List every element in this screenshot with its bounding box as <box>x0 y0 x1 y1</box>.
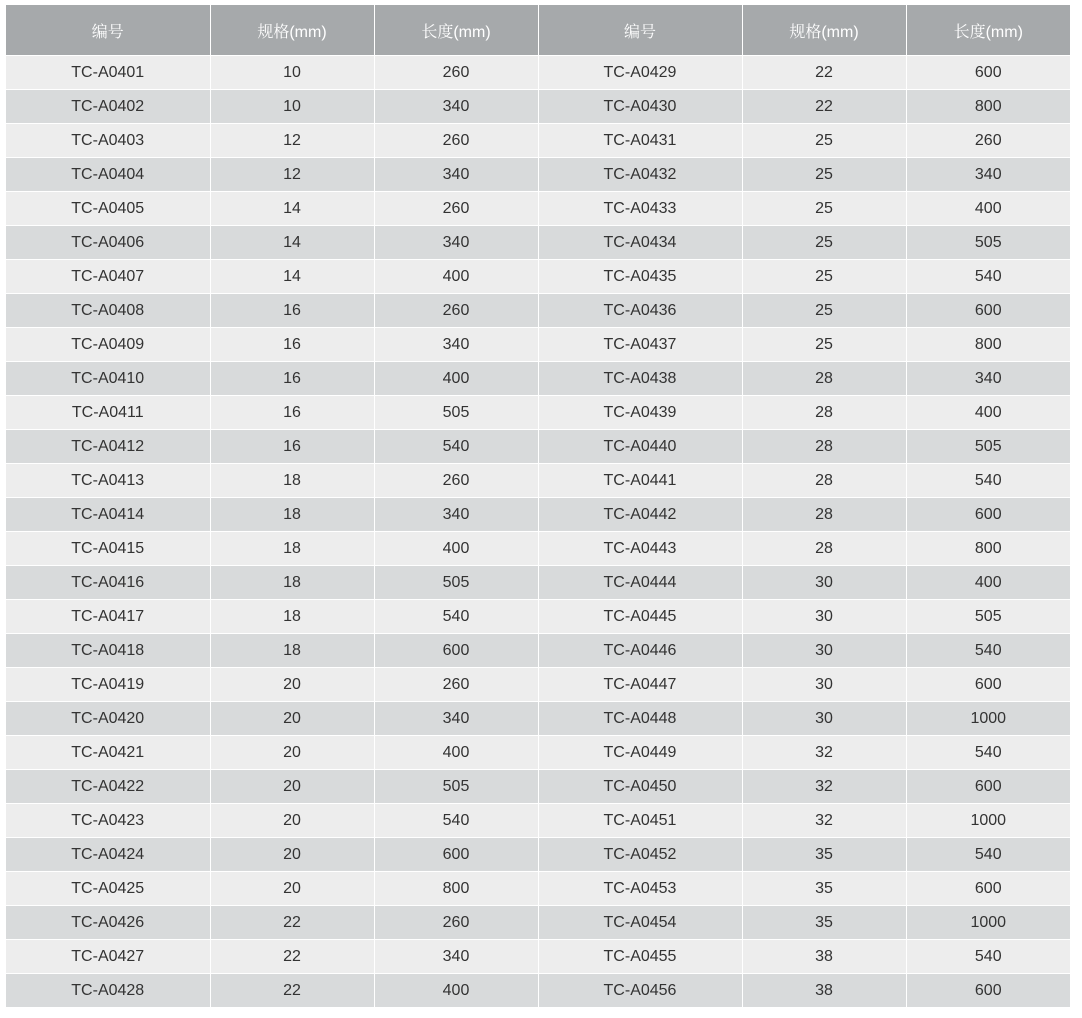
cell-code: TC-A0411 <box>6 396 210 430</box>
cell-spec: 22 <box>742 56 906 90</box>
cell-length: 400 <box>906 566 1070 600</box>
cell-length: 260 <box>374 124 538 158</box>
header-code-left: 编号 <box>6 5 210 56</box>
table-row <box>6 430 1070 464</box>
cell-length: 340 <box>374 90 538 124</box>
cell-length: 540 <box>906 736 1070 770</box>
cell-spec: 30 <box>742 634 906 668</box>
cell-spec: 28 <box>742 498 906 532</box>
cell-length: 540 <box>374 600 538 634</box>
cell-spec: 10 <box>210 90 374 124</box>
table-row <box>6 90 1070 124</box>
cell-code: TC-A0419 <box>6 668 210 702</box>
cell-length: 600 <box>906 872 1070 906</box>
cell-code: TC-A0436 <box>538 294 742 328</box>
cell-length: 260 <box>374 294 538 328</box>
cell-spec: 20 <box>210 838 374 872</box>
cell-length: 260 <box>374 906 538 940</box>
cell-code: TC-A0432 <box>538 158 742 192</box>
cell-spec: 16 <box>210 430 374 464</box>
cell-code: TC-A0447 <box>538 668 742 702</box>
cell-spec: 32 <box>742 804 906 838</box>
cell-code: TC-A0443 <box>538 532 742 566</box>
cell-spec: 35 <box>742 838 906 872</box>
table-row <box>6 566 1070 600</box>
cell-spec: 10 <box>210 56 374 90</box>
cell-code: TC-A0417 <box>6 600 210 634</box>
cell-spec: 18 <box>210 600 374 634</box>
cell-spec: 12 <box>210 158 374 192</box>
cell-code: TC-A0433 <box>538 192 742 226</box>
cell-code: TC-A0453 <box>538 872 742 906</box>
cell-length: 340 <box>374 702 538 736</box>
cell-spec: 30 <box>742 566 906 600</box>
cell-length: 400 <box>906 192 1070 226</box>
cell-length: 400 <box>374 362 538 396</box>
cell-length: 400 <box>906 396 1070 430</box>
cell-length: 800 <box>906 90 1070 124</box>
cell-length: 1000 <box>906 804 1070 838</box>
cell-code: TC-A0451 <box>538 804 742 838</box>
table-row <box>6 124 1070 158</box>
cell-length: 540 <box>374 804 538 838</box>
cell-code: TC-A0430 <box>538 90 742 124</box>
cell-length: 400 <box>374 974 538 1008</box>
cell-code: TC-A0431 <box>538 124 742 158</box>
cell-code: TC-A0434 <box>538 226 742 260</box>
cell-length: 540 <box>906 838 1070 872</box>
cell-spec: 38 <box>742 940 906 974</box>
table-row <box>6 464 1070 498</box>
cell-spec: 32 <box>742 736 906 770</box>
cell-code: TC-A0441 <box>538 464 742 498</box>
cell-spec: 14 <box>210 192 374 226</box>
cell-length: 600 <box>906 668 1070 702</box>
cell-code: TC-A0409 <box>6 328 210 362</box>
cell-spec: 25 <box>742 260 906 294</box>
cell-length: 505 <box>906 430 1070 464</box>
spec-table-container <box>6 5 1070 1007</box>
cell-length: 600 <box>906 770 1070 804</box>
cell-length: 340 <box>906 158 1070 192</box>
cell-code: TC-A0402 <box>6 90 210 124</box>
cell-code: TC-A0439 <box>538 396 742 430</box>
cell-length: 600 <box>906 974 1070 1008</box>
cell-length: 540 <box>906 940 1070 974</box>
cell-spec: 38 <box>742 974 906 1008</box>
cell-length: 800 <box>374 872 538 906</box>
cell-length: 260 <box>374 192 538 226</box>
cell-length: 340 <box>374 158 538 192</box>
cell-code: TC-A0423 <box>6 804 210 838</box>
header-code-right: 编号 <box>538 5 742 56</box>
cell-code: TC-A0422 <box>6 770 210 804</box>
spec-table <box>6 5 1070 1007</box>
cell-length: 800 <box>906 532 1070 566</box>
cell-code: TC-A0406 <box>6 226 210 260</box>
cell-code: TC-A0405 <box>6 192 210 226</box>
header-spec-left: 规格(mm) <box>210 5 374 56</box>
table-row <box>6 702 1070 736</box>
cell-code: TC-A0456 <box>538 974 742 1008</box>
cell-code: TC-A0403 <box>6 124 210 158</box>
cell-code: TC-A0444 <box>538 566 742 600</box>
cell-code: TC-A0401 <box>6 56 210 90</box>
cell-code: TC-A0449 <box>538 736 742 770</box>
cell-spec: 25 <box>742 192 906 226</box>
cell-code: TC-A0413 <box>6 464 210 498</box>
cell-spec: 14 <box>210 226 374 260</box>
cell-length: 600 <box>906 498 1070 532</box>
table-row <box>6 736 1070 770</box>
cell-length: 260 <box>374 668 538 702</box>
cell-spec: 16 <box>210 328 374 362</box>
table-row <box>6 974 1070 1008</box>
table-row <box>6 226 1070 260</box>
cell-spec: 20 <box>210 702 374 736</box>
cell-length: 340 <box>374 226 538 260</box>
cell-spec: 28 <box>742 532 906 566</box>
cell-length: 400 <box>374 736 538 770</box>
cell-length: 540 <box>906 634 1070 668</box>
cell-spec: 35 <box>742 906 906 940</box>
cell-length: 540 <box>374 430 538 464</box>
cell-length: 505 <box>374 396 538 430</box>
cell-code: TC-A0437 <box>538 328 742 362</box>
table-row <box>6 260 1070 294</box>
cell-spec: 18 <box>210 566 374 600</box>
cell-length: 600 <box>374 838 538 872</box>
cell-code: TC-A0429 <box>538 56 742 90</box>
table-body <box>6 56 1070 1008</box>
cell-length: 260 <box>374 56 538 90</box>
cell-code: TC-A0435 <box>538 260 742 294</box>
cell-length: 600 <box>374 634 538 668</box>
cell-code: TC-A0410 <box>6 362 210 396</box>
cell-length: 340 <box>906 362 1070 396</box>
table-row <box>6 328 1070 362</box>
cell-code: TC-A0455 <box>538 940 742 974</box>
cell-length: 400 <box>374 260 538 294</box>
cell-code: TC-A0454 <box>538 906 742 940</box>
cell-code: TC-A0424 <box>6 838 210 872</box>
cell-code: TC-A0418 <box>6 634 210 668</box>
cell-length: 600 <box>906 294 1070 328</box>
table-row <box>6 838 1070 872</box>
cell-length: 400 <box>374 532 538 566</box>
table-row <box>6 362 1070 396</box>
cell-spec: 22 <box>210 940 374 974</box>
cell-code: TC-A0420 <box>6 702 210 736</box>
cell-spec: 16 <box>210 362 374 396</box>
cell-spec: 20 <box>210 804 374 838</box>
cell-spec: 12 <box>210 124 374 158</box>
cell-code: TC-A0427 <box>6 940 210 974</box>
cell-length: 1000 <box>906 906 1070 940</box>
cell-spec: 30 <box>742 702 906 736</box>
cell-code: TC-A0426 <box>6 906 210 940</box>
cell-spec: 20 <box>210 668 374 702</box>
table-row <box>6 770 1070 804</box>
cell-spec: 18 <box>210 498 374 532</box>
table-row <box>6 498 1070 532</box>
table-row <box>6 600 1070 634</box>
cell-spec: 20 <box>210 736 374 770</box>
cell-spec: 18 <box>210 464 374 498</box>
cell-length: 1000 <box>906 702 1070 736</box>
cell-spec: 32 <box>742 770 906 804</box>
cell-code: TC-A0445 <box>538 600 742 634</box>
cell-length: 340 <box>374 498 538 532</box>
table-row <box>6 158 1070 192</box>
cell-spec: 22 <box>742 90 906 124</box>
cell-length: 505 <box>374 770 538 804</box>
cell-code: TC-A0421 <box>6 736 210 770</box>
cell-spec: 22 <box>210 974 374 1008</box>
table-row <box>6 634 1070 668</box>
table-row <box>6 872 1070 906</box>
cell-length: 260 <box>374 464 538 498</box>
cell-code: TC-A0414 <box>6 498 210 532</box>
table-header-row <box>6 5 1070 56</box>
table-row <box>6 668 1070 702</box>
cell-length: 505 <box>906 600 1070 634</box>
cell-length: 505 <box>374 566 538 600</box>
cell-code: TC-A0408 <box>6 294 210 328</box>
cell-code: TC-A0425 <box>6 872 210 906</box>
table-row <box>6 940 1070 974</box>
table-row <box>6 56 1070 90</box>
cell-code: TC-A0415 <box>6 532 210 566</box>
cell-spec: 25 <box>742 124 906 158</box>
cell-code: TC-A0412 <box>6 430 210 464</box>
cell-length: 540 <box>906 260 1070 294</box>
cell-spec: 25 <box>742 226 906 260</box>
cell-spec: 28 <box>742 396 906 430</box>
cell-spec: 22 <box>210 906 374 940</box>
cell-spec: 28 <box>742 430 906 464</box>
cell-spec: 35 <box>742 872 906 906</box>
cell-code: TC-A0404 <box>6 158 210 192</box>
table-row <box>6 804 1070 838</box>
header-length-left: 长度(mm) <box>374 5 538 56</box>
table-row <box>6 906 1070 940</box>
cell-spec: 16 <box>210 294 374 328</box>
cell-spec: 25 <box>742 328 906 362</box>
cell-length: 340 <box>374 940 538 974</box>
cell-spec: 25 <box>742 158 906 192</box>
cell-spec: 18 <box>210 532 374 566</box>
header-spec-right: 规格(mm) <box>742 5 906 56</box>
cell-spec: 28 <box>742 362 906 396</box>
cell-spec: 20 <box>210 872 374 906</box>
cell-spec: 28 <box>742 464 906 498</box>
cell-length: 600 <box>906 56 1070 90</box>
table-row <box>6 532 1070 566</box>
cell-length: 505 <box>906 226 1070 260</box>
cell-code: TC-A0442 <box>538 498 742 532</box>
cell-code: TC-A0428 <box>6 974 210 1008</box>
cell-length: 340 <box>374 328 538 362</box>
cell-spec: 14 <box>210 260 374 294</box>
cell-spec: 16 <box>210 396 374 430</box>
cell-spec: 18 <box>210 634 374 668</box>
cell-spec: 30 <box>742 668 906 702</box>
table-row <box>6 294 1070 328</box>
cell-length: 260 <box>906 124 1070 158</box>
header-length-right: 长度(mm) <box>906 5 1070 56</box>
cell-spec: 30 <box>742 600 906 634</box>
cell-spec: 25 <box>742 294 906 328</box>
cell-code: TC-A0450 <box>538 770 742 804</box>
cell-code: TC-A0407 <box>6 260 210 294</box>
cell-code: TC-A0452 <box>538 838 742 872</box>
table-row <box>6 396 1070 430</box>
cell-length: 540 <box>906 464 1070 498</box>
cell-spec: 20 <box>210 770 374 804</box>
cell-code: TC-A0446 <box>538 634 742 668</box>
cell-length: 800 <box>906 328 1070 362</box>
cell-code: TC-A0438 <box>538 362 742 396</box>
table-row <box>6 192 1070 226</box>
cell-code: TC-A0440 <box>538 430 742 464</box>
cell-code: TC-A0416 <box>6 566 210 600</box>
cell-code: TC-A0448 <box>538 702 742 736</box>
